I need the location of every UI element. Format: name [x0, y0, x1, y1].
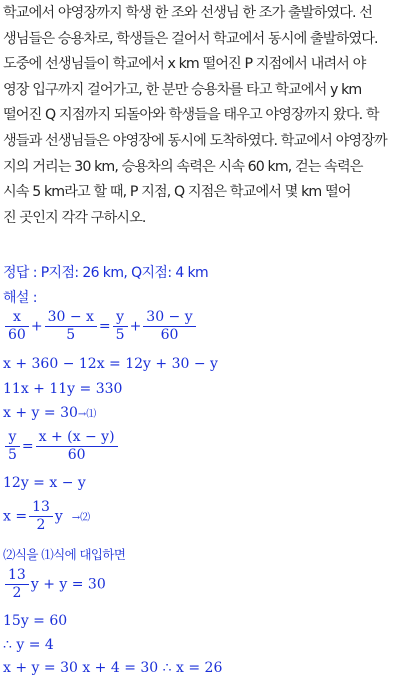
equation-1: [3, 309, 198, 344]
fraction-numerator: y: [5, 429, 20, 447]
fraction-denominator: 60: [8, 327, 26, 343]
problem-line: 떨어진 Q 지점까지 되돌아와 학생들을 태우고 야영장까지 왔다. 학: [3, 107, 379, 124]
problem-text: [3, 1, 397, 231]
fraction: [5, 429, 20, 464]
fraction-denominator: 60: [160, 327, 179, 343]
equation-7: [3, 499, 90, 534]
operator: =: [21, 438, 34, 455]
fraction-denominator: 60: [67, 447, 86, 463]
answer-p: P지점: 26 km,: [40, 265, 128, 281]
fraction-denominator: 5: [8, 447, 17, 463]
problem-line: 도중에 선생님들이 학교에서 x km 떨어진 P 지점에서 내려서 야: [3, 56, 366, 73]
fraction: [45, 309, 97, 344]
operator: =: [98, 318, 111, 335]
fraction: [113, 309, 128, 344]
equation-2: x + 360 − 12x = 12y + 30 − y: [3, 356, 218, 372]
substitute-text: ⑵식을 ⑴식에 대입하면: [3, 547, 126, 562]
answer-label: 정답 :: [3, 265, 37, 281]
equation-9: 15y = 60: [3, 613, 68, 629]
equation-3: 11x + 11y = 330: [3, 381, 123, 397]
problem-line: 진 곳인지 각각 구하시오.: [3, 209, 146, 226]
equation-5: [3, 429, 120, 464]
fraction: [29, 499, 53, 534]
fraction-denominator: 2: [36, 517, 46, 533]
fraction: [36, 429, 118, 464]
equation-lhs: x =: [3, 508, 28, 525]
equation-tag: →⑴: [77, 409, 97, 420]
fraction-numerator: 30 − x: [45, 309, 97, 327]
fraction-denominator: 5: [115, 327, 125, 343]
equation-after: y: [54, 508, 63, 525]
equation-10: ∴ y = 4: [3, 637, 54, 653]
explanation-label: 해설 :: [3, 290, 37, 306]
fraction-denominator: 5: [66, 327, 76, 343]
equation-6: 12y = x − y: [3, 475, 86, 491]
problem-line: 영장 입구까지 걸어가고, 한 분만 승용차를 타고 학교에서 y km: [3, 81, 362, 98]
problem-line: 생님들은 승용차로, 학생들은 걸어서 학교에서 동시에 출발하였다.: [3, 30, 378, 47]
problem-line: 학교에서 야영장까지 학생 한 조와 선생님 한 조가 출발하였다. 선: [3, 5, 373, 21]
answer-line: [3, 262, 208, 282]
problem-line: 생들과 선생님들은 야영장에 동시에 도착하였다. 학교에서 야영장까: [3, 132, 387, 149]
equation-8: [3, 567, 106, 602]
fraction: [5, 309, 29, 344]
problem-line: 시속 5 km라고 할 때, P 지점, Q 지점은 학교에서 몇 km 떨어: [3, 184, 351, 201]
fraction-numerator: y: [113, 309, 128, 327]
equation-main: x + y = 30: [3, 405, 78, 421]
problem-line: 지의 거리는 30 km, 승용차의 속력은 시속 60 km, 걷는 속력은: [3, 158, 363, 175]
fraction-numerator: 13: [5, 567, 29, 585]
fraction-denominator: 2: [12, 585, 22, 601]
fraction: [143, 309, 195, 344]
fraction-numerator: 13: [29, 499, 53, 517]
fraction: [5, 567, 29, 602]
answer-q: Q지점: 4 km: [131, 265, 209, 281]
fraction-numerator: x: [5, 309, 29, 327]
fraction-numerator: 30 − y: [143, 309, 195, 327]
fraction-numerator: x + (x − y): [36, 429, 118, 447]
equation-tag: →⑵: [71, 512, 91, 524]
equation-after: y + y = 30: [30, 576, 106, 593]
equation-11: x + y = 30 x + 4 = 30 ∴ x = 26: [3, 660, 223, 676]
equation-4: [3, 405, 96, 421]
operator: +: [129, 318, 142, 335]
operator: +: [30, 318, 43, 335]
